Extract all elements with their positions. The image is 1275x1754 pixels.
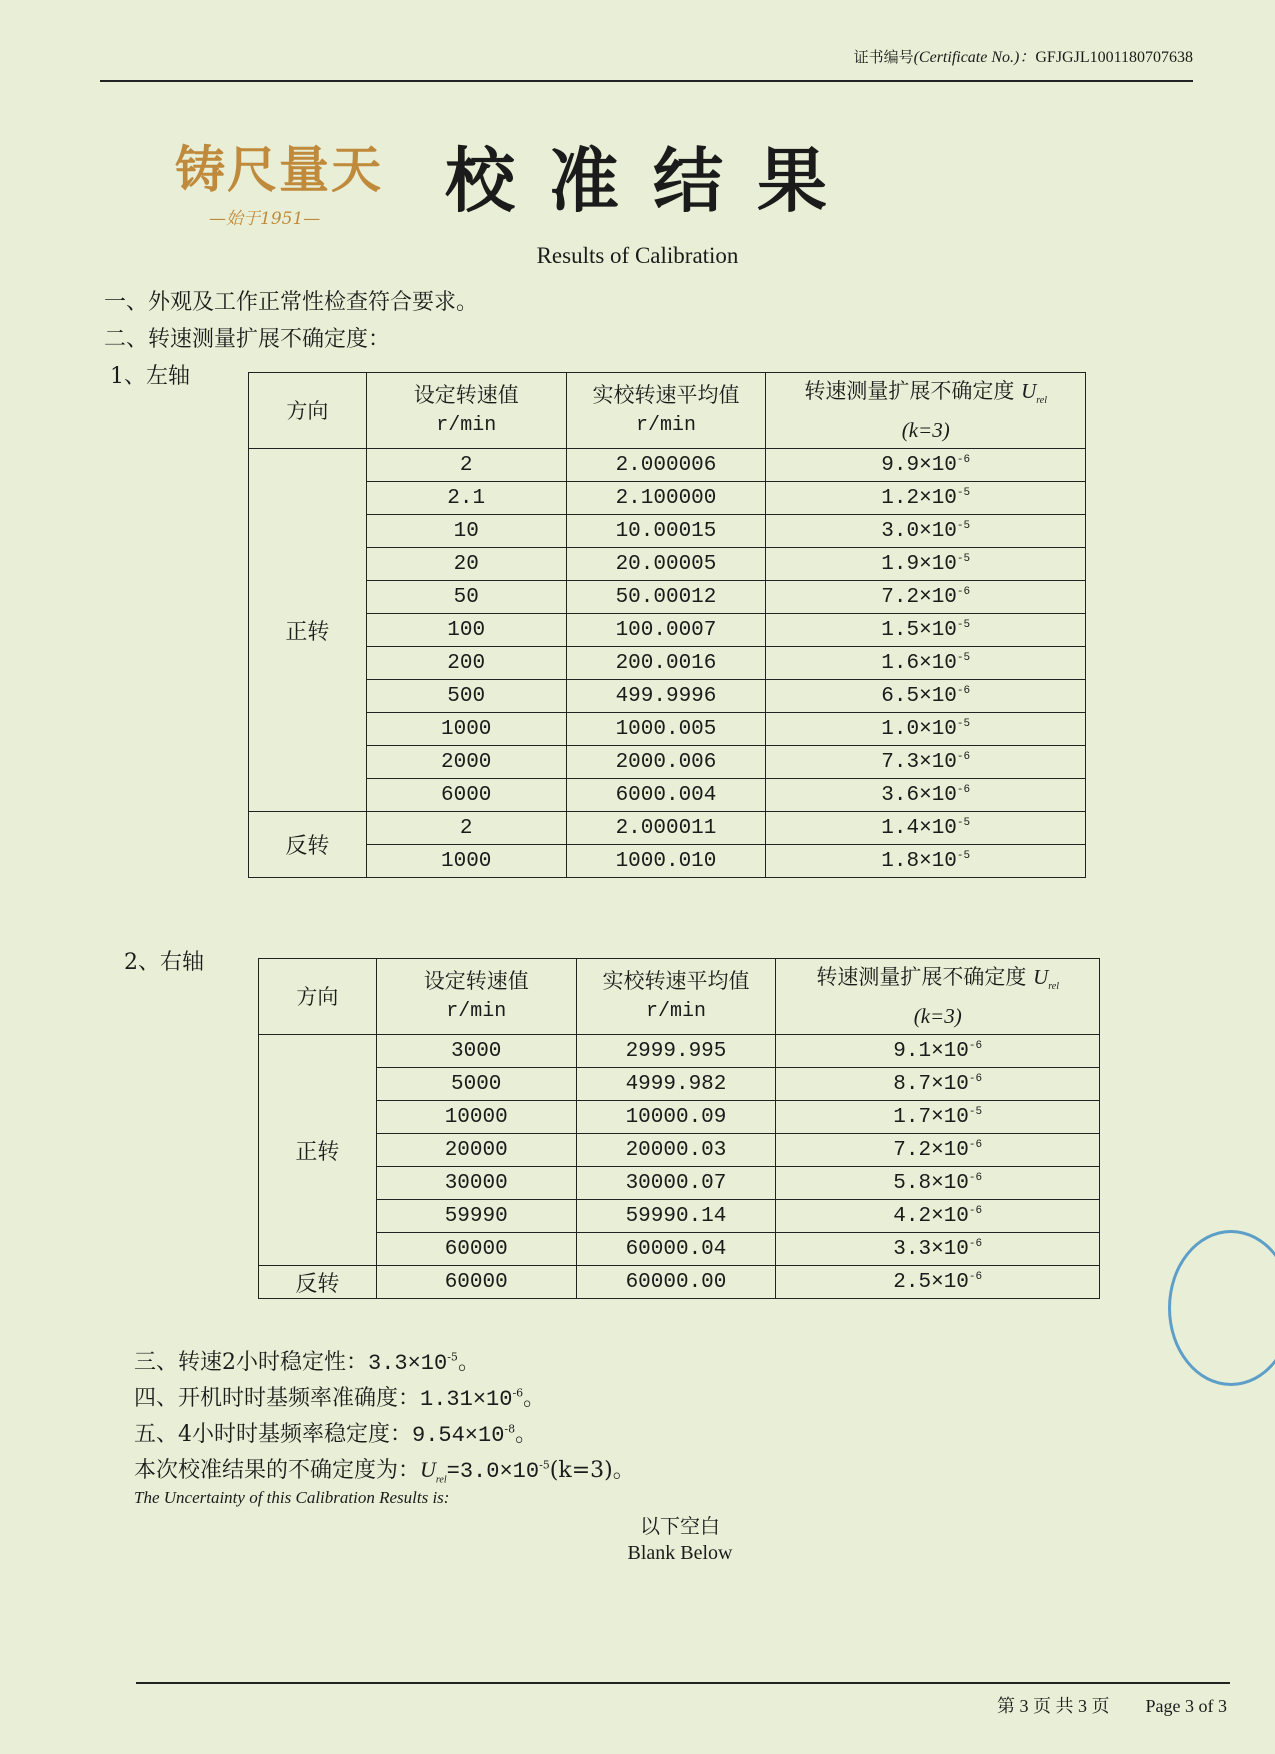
uncertainty-cell: $2.5\times 10^{-6}$: [776, 1266, 1100, 1299]
set-speed-cell: 1000: [366, 713, 566, 746]
overall-uncertainty: 本次校准结果的不确定度为：$U_{rel}=3.0\times 10^{-5}(k=3)$。: [134, 1457, 635, 1486]
uncertainty-cell: $3.6\times 10^{-6}$: [766, 779, 1086, 812]
table-row: [259, 1068, 1100, 1101]
set-speed-cell: 20: [366, 548, 566, 581]
direction-reverse: 反转: [259, 1266, 377, 1299]
set-speed-cell: 200: [366, 647, 566, 680]
set-speed-cell: 3000: [376, 1035, 576, 1068]
set-speed-cell: 60000: [376, 1266, 576, 1299]
page-number-en: Page 3 of 3: [1145, 1696, 1227, 1716]
table-row: [249, 515, 1086, 548]
uncertainty-cell: $1.5\times 10^{-5}$: [766, 614, 1086, 647]
header-uncertainty: 转速测量扩展不确定度 $U_{rel}$ (k=3): [776, 959, 1100, 1035]
logo-calligraphy: 铸尺量天: [175, 140, 383, 199]
set-speed-cell: 2.1: [366, 482, 566, 515]
blank-below-en: Blank Below: [627, 1542, 733, 1564]
uncertainty-cell: $7.2\times 10^{-6}$: [766, 581, 1086, 614]
page-subtitle: Results of Calibration: [536, 243, 739, 268]
uncertainty-cell: $7.3\times 10^{-6}$: [766, 746, 1086, 779]
set-speed-cell: 500: [366, 680, 566, 713]
set-speed-cell: 1000: [366, 845, 566, 878]
header-divider: [100, 80, 1193, 82]
uncertainty-cell: $3.3\times 10^{-6}$: [776, 1233, 1100, 1266]
logo-since: —始于1951—: [209, 209, 321, 229]
item-timebase-accuracy: 四、开机时时基频率准确度：$1.31\times 10^{-6}$。: [134, 1386, 546, 1412]
direction-forward: 正转: [259, 1035, 377, 1266]
set-speed-cell: 100: [366, 614, 566, 647]
table-row: [249, 779, 1086, 812]
table-row: [249, 482, 1086, 515]
certificate-label: 证书编号: [853, 48, 914, 66]
uncertainty-cell: $1.8\times 10^{-5}$: [766, 845, 1086, 878]
avg-speed-cell: 200.0016: [566, 647, 766, 680]
set-speed-cell: 6000: [366, 779, 566, 812]
avg-speed-cell: 30000.07: [576, 1167, 776, 1200]
table-row: [249, 449, 1086, 482]
table-row: [249, 713, 1086, 746]
item-uncertainty-heading: 二、转速测量扩展不确定度：: [104, 327, 391, 352]
set-speed-cell: 10000: [376, 1101, 576, 1134]
avg-speed-cell: 2999.995: [576, 1035, 776, 1068]
left-axis-table: [248, 372, 1086, 878]
uncertainty-cell: $9.1\times 10^{-6}$: [776, 1035, 1100, 1068]
table-row: [259, 1035, 1100, 1068]
set-speed-cell: 20000: [376, 1134, 576, 1167]
header-direction: 方向: [249, 373, 367, 449]
table-row: [249, 614, 1086, 647]
set-speed-cell: 5000: [376, 1068, 576, 1101]
set-speed-cell: 2000: [366, 746, 566, 779]
avg-speed-cell: 4999.982: [576, 1068, 776, 1101]
table-row: [249, 548, 1086, 581]
set-speed-cell: 2: [366, 812, 566, 845]
avg-speed-cell: 10.00015: [566, 515, 766, 548]
uncertainty-cell: $8.7\times 10^{-6}$: [776, 1068, 1100, 1101]
certificate-number: [854, 44, 1193, 67]
page-number: [961, 1692, 1227, 1718]
avg-speed-cell: 10000.09: [576, 1101, 776, 1134]
table-row: [259, 1200, 1100, 1233]
avg-speed-cell: 2.100000: [566, 482, 766, 515]
page-title: 校准结果: [445, 140, 861, 222]
uncertainty-cell: $5.8\times 10^{-6}$: [776, 1167, 1100, 1200]
header-set-speed: 设定转速值 r/min: [376, 959, 576, 1035]
uncertainty-cell: $6.5\times 10^{-6}$: [766, 680, 1086, 713]
table-row: [259, 1134, 1100, 1167]
certificate-value: GFJGJL1001180707638: [1035, 49, 1193, 66]
avg-speed-cell: 59990.14: [576, 1200, 776, 1233]
avg-speed-cell: 60000.04: [576, 1233, 776, 1266]
table-row: [249, 680, 1086, 713]
right-axis-table: [258, 958, 1100, 1299]
table-row: [259, 1233, 1100, 1266]
header-direction: 方向: [259, 959, 377, 1035]
blank-below-cn: 以下空白: [640, 1514, 720, 1538]
table-header-row: [249, 373, 1086, 449]
avg-speed-cell: 1000.005: [566, 713, 766, 746]
uncertainty-cell: $1.4\times 10^{-5}$: [766, 812, 1086, 845]
table-row: [249, 746, 1086, 779]
avg-speed-cell: 1000.010: [566, 845, 766, 878]
uncertainty-cell: $1.0\times 10^{-5}$: [766, 713, 1086, 746]
avg-speed-cell: 60000.00: [576, 1266, 776, 1299]
avg-speed-cell: 2.000006: [566, 449, 766, 482]
right-axis-heading: 2、右轴: [124, 950, 204, 975]
overall-uncertainty-en: The Uncertainty of this Calibration Results is:: [134, 1488, 450, 1507]
set-speed-cell: 30000: [376, 1167, 576, 1200]
left-axis-heading: 1、左轴: [110, 364, 190, 389]
header-set-speed: 设定转速值 r/min: [366, 373, 566, 449]
uncertainty-cell: $7.2\times 10^{-6}$: [776, 1134, 1100, 1167]
table-row: [259, 1101, 1100, 1134]
item-appearance: 一、外观及工作正常性检查符合要求。: [104, 290, 479, 315]
avg-speed-cell: 499.9996: [566, 680, 766, 713]
avg-speed-cell: 100.0007: [566, 614, 766, 647]
table-row: [249, 845, 1086, 878]
set-speed-cell: 60000: [376, 1233, 576, 1266]
avg-speed-cell: 2000.006: [566, 746, 766, 779]
header-avg-speed: 实校转速平均值 r/min: [576, 959, 776, 1035]
item-speed-stability: 三、转速2小时稳定性：$3.3\times 10^{-5}$。: [134, 1350, 480, 1376]
header-uncertainty: 转速测量扩展不确定度 $U_{rel}$ (k=3): [766, 373, 1086, 449]
page-number-cn: 第 3 页 共 3 页: [997, 1696, 1110, 1716]
table-row: [249, 812, 1086, 845]
avg-speed-cell: 20000.03: [576, 1134, 776, 1167]
table-row: [249, 647, 1086, 680]
avg-speed-cell: 50.00012: [566, 581, 766, 614]
avg-speed-cell: 20.00005: [566, 548, 766, 581]
set-speed-cell: 2: [366, 449, 566, 482]
uncertainty-cell: $1.7\times 10^{-5}$: [776, 1101, 1100, 1134]
uncertainty-cell: $1.6\times 10^{-5}$: [766, 647, 1086, 680]
table-header-row: [259, 959, 1100, 1035]
table-row: [259, 1167, 1100, 1200]
certificate-label-en: (Certificate No.)：: [913, 49, 1036, 66]
avg-speed-cell: 2.000011: [566, 812, 766, 845]
table-row: [259, 1266, 1100, 1299]
item-timebase-stability: 五、4小时时基频率稳定度：$9.54\times 10^{-8}$。: [134, 1422, 538, 1448]
uncertainty-cell: $9.9\times 10^{-6}$: [766, 449, 1086, 482]
set-speed-cell: 50: [366, 581, 566, 614]
set-speed-cell: 10: [366, 515, 566, 548]
avg-speed-cell: 6000.004: [566, 779, 766, 812]
header-avg-speed: 实校转速平均值 r/min: [566, 373, 766, 449]
footer-divider: [136, 1682, 1230, 1684]
table-row: [249, 581, 1086, 614]
uncertainty-cell: $3.0\times 10^{-5}$: [766, 515, 1086, 548]
uncertainty-cell: $1.9\times 10^{-5}$: [766, 548, 1086, 581]
uncertainty-cell: $4.2\times 10^{-6}$: [776, 1200, 1100, 1233]
direction-forward: 正转: [249, 449, 367, 812]
set-speed-cell: 59990: [376, 1200, 576, 1233]
uncertainty-cell: $1.2\times 10^{-5}$: [766, 482, 1086, 515]
direction-reverse: 反转: [249, 812, 367, 878]
brand-logo: [175, 130, 420, 230]
seal-stamp: [1168, 1230, 1275, 1386]
